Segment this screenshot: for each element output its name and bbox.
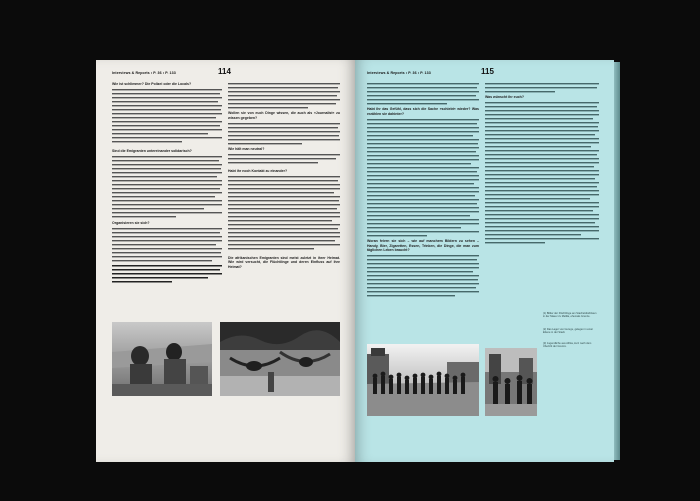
caption-1: (1) Bilder der Flüchtlinge am Stacheldrahtzaun in der Mauer zu Melilla, ehemals Grenze. (543, 312, 597, 319)
body-text-block (112, 88, 222, 149)
text-lines (228, 175, 340, 255)
question: Wie ist schlimmer? Die Polizei oder die Locals? (112, 82, 192, 86)
text-lines (485, 82, 599, 94)
text-lines (112, 227, 222, 287)
text-lines (367, 254, 479, 302)
left-column-1 (112, 82, 222, 304)
magazine-spread (96, 60, 614, 462)
page-edge (614, 62, 620, 460)
right-page (355, 60, 614, 462)
question: Habt ihr noch Kontakt zu einander? (228, 168, 288, 173)
photo-crowd-street (367, 344, 479, 416)
photo-image (112, 322, 212, 396)
body-text-block (112, 155, 222, 220)
body-text-block (228, 153, 340, 168)
caption-2: (2) Das Lager von Gurugu, gelegen in einer Ebene in der Stadt. (543, 328, 594, 335)
text-lines (112, 155, 222, 219)
question: Was wünscht ihr euch? (485, 95, 524, 100)
left-column-2 (228, 82, 340, 304)
text-lines (367, 118, 479, 238)
question: Woran feiern sie sich – wie auf manchem Bildern zu sehen – Handy, Bier, Zigaretten, Essen, Trinken, die Dinge, die man zum täglichen Leben braucht? (367, 239, 479, 253)
question: Wollen sie von euch Dinge wissen, die auch als »Journalist« zu wissen gegeben? (228, 111, 340, 120)
right-column-2 (485, 82, 599, 282)
body-text-block (485, 82, 599, 95)
left-page (96, 60, 355, 462)
question: Organisieren sie sich? (112, 220, 150, 225)
photo-image (220, 322, 340, 396)
caption-3: (3) Jugendliche aus Afrika, kurz nach dem Übertritt der Grenze. (543, 342, 592, 349)
folio-right: 115 (481, 67, 494, 76)
body-text-block (485, 101, 599, 262)
folio-left: 114 (218, 67, 231, 76)
question: Sind die Emigranten untereinander solidarisch? (112, 149, 192, 154)
question: Wie hält man neutral? (228, 147, 265, 152)
body-text-block (367, 82, 479, 107)
body-text-block (228, 122, 340, 147)
body-text-block (367, 118, 479, 239)
text-lines (112, 88, 222, 148)
body-text-block (228, 82, 340, 111)
text-lines (367, 82, 479, 106)
text-lines (228, 122, 340, 146)
photo-men-by-fence (112, 322, 212, 396)
body-text-block (112, 227, 222, 288)
question: Die afrikanischen Emigranten sind meist zuletzt in ihrer Heimat. Wie wird versucht, die Flüchtlinge und deren Einfluss auf ihre Heimat? (228, 256, 340, 269)
text-lines (485, 101, 599, 261)
running-head-right: Interviews & Reports • P. 36 • P. 133 (367, 71, 431, 75)
photo-image (367, 344, 479, 416)
photo-street-people (485, 348, 537, 416)
question: Habt ihr das Gefühl, dass sich die Sache »schiebt« wieder? Was erzählen sie dahinter? (367, 107, 479, 116)
text-lines (228, 82, 340, 110)
photo-image (485, 348, 537, 416)
body-text-block (367, 254, 479, 303)
photo-camp-hammocks (220, 322, 340, 396)
body-text-block (228, 175, 340, 256)
right-column-1 (367, 82, 479, 322)
running-head-left: Interviews & Reports • P. 36 • P. 133 (112, 71, 176, 75)
text-lines (228, 153, 340, 167)
